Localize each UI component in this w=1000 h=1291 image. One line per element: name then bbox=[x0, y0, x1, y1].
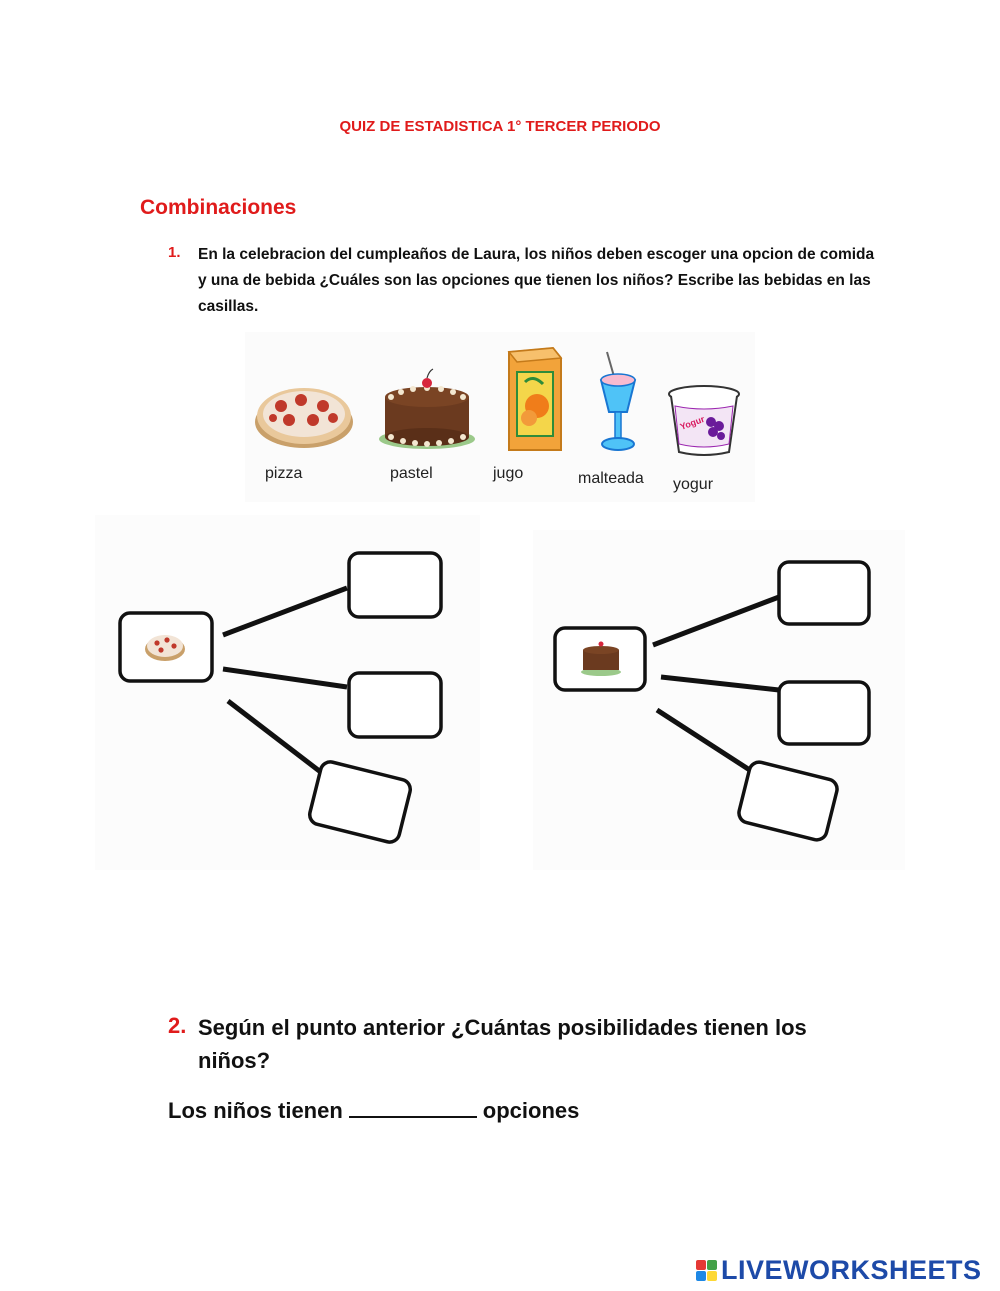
food-label-pizza: pizza bbox=[265, 465, 303, 482]
answer-blank[interactable] bbox=[349, 1096, 477, 1118]
food-label-jugo: jugo bbox=[493, 465, 524, 482]
yogurt-cup-text: Yogur bbox=[678, 413, 706, 432]
food-label-pastel: pastel bbox=[390, 465, 433, 482]
answer-box-pastel-3[interactable] bbox=[737, 760, 839, 842]
juice-box-icon bbox=[503, 344, 565, 454]
answer-line bbox=[168, 1096, 579, 1124]
milkshake-icon bbox=[595, 350, 641, 456]
answer-suffix: opciones bbox=[482, 1098, 580, 1123]
question-1-text: En la celebracion del cumpleaños de Laura, los niños deben escoger una opcion de comida y una de bebida ¿Cuáles son las opciones que tienen los niños? Escribe las bebidas en las casillas. bbox=[198, 246, 875, 315]
answer-box-pizza-3[interactable] bbox=[308, 760, 413, 844]
answer-box-pizza-1[interactable] bbox=[349, 553, 441, 617]
food-label-yogur: yogur bbox=[673, 476, 714, 493]
question-2-number: 2. bbox=[168, 1013, 187, 1038]
food-options-strip bbox=[245, 332, 755, 502]
tree-diagram-pizza bbox=[95, 515, 480, 870]
liveworksheets-brand bbox=[696, 1255, 982, 1286]
answer-box-pizza-2[interactable] bbox=[349, 673, 441, 737]
answer-box-pastel-1[interactable] bbox=[779, 562, 869, 624]
answer-prefix: Los niños tienen bbox=[168, 1098, 343, 1123]
brand-name: LIVEWORKSHEETS bbox=[721, 1255, 982, 1285]
question-1-number: 1. bbox=[168, 244, 181, 261]
liveworksheets-logo-icon bbox=[696, 1260, 717, 1281]
food-label-malteada: malteada bbox=[578, 470, 644, 487]
tree-diagram-pastel bbox=[533, 530, 905, 870]
page-title: QUIZ DE ESTADISTICA 1° TERCER PERIODO bbox=[339, 118, 661, 135]
answer-box-pastel-2[interactable] bbox=[779, 682, 869, 744]
cake-icon bbox=[377, 367, 477, 452]
section-heading: Combinaciones bbox=[140, 196, 297, 219]
question-2-text: Según el punto anterior ¿Cuántas posibilidades tienen los niños? bbox=[198, 1015, 807, 1073]
pizza-icon bbox=[253, 382, 355, 452]
yogurt-icon bbox=[667, 384, 741, 458]
